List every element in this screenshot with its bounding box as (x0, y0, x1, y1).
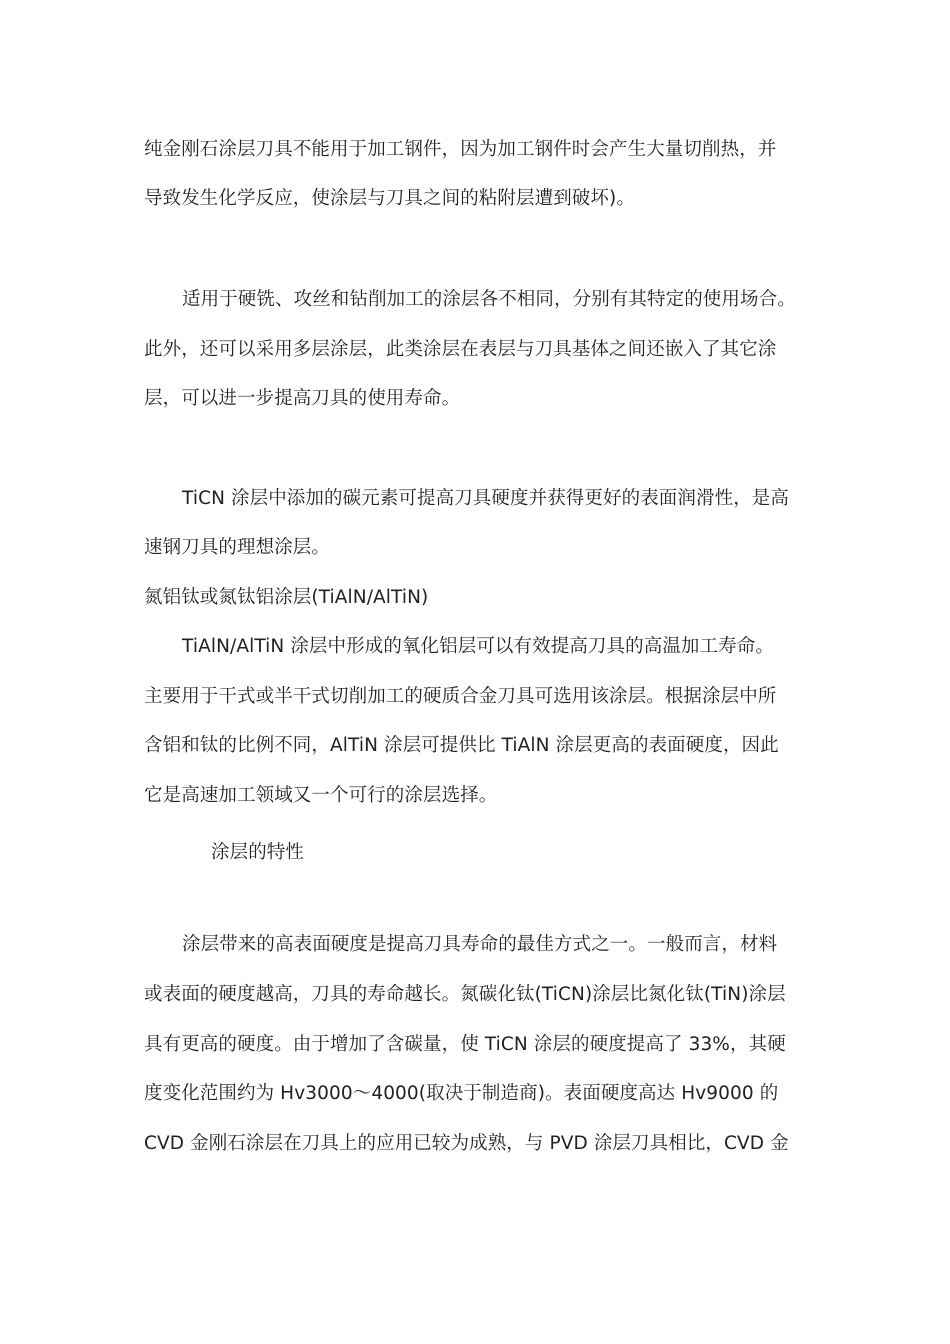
section-heading: 氮铝钛或氮钛铝涂层(TiAlN/AlTiN) (144, 587, 429, 608)
paragraph-line: 导致发生化学反应，使涂层与刀具之间的粘附层遭到破坏)。 (144, 188, 635, 209)
paragraph-line: 或表面的硬度越高，刀具的寿命越长。氮碳化钛(TiCN)涂层比氮化钛(TiN)涂层 (144, 984, 786, 1005)
section-heading: 涂层的特性 (211, 842, 305, 863)
paragraph-line: 度变化范围约为 Hv3000～4000(取决于制造商)。表面硬度高达 Hv9000 的 (144, 1083, 779, 1104)
paragraph-line: 适用于硬铣、攻丝和钻削加工的涂层各不相同，分别有其特定的使用场合。 (182, 289, 796, 310)
paragraph-line: 主要用于干式或半干式切削加工的硬质合金刀具可选用该涂层。根据涂层中所 (144, 686, 777, 707)
paragraph-line: 涂层带来的高表面硬度是提高刀具寿命的最佳方式之一。一般而言，材料 (182, 934, 778, 955)
paragraph-line: 它是高速加工领域又一个可行的涂层选择。 (144, 785, 498, 806)
paragraph-line: 具有更高的硬度。由于增加了含碳量，使 TiCN 涂层的硬度提高了 33%，其硬 (144, 1034, 786, 1055)
paragraph-line: 速钢刀具的理想涂层。 (144, 537, 331, 558)
paragraph-line: 含铝和钛的比例不同，AlTiN 涂层可提供比 TiAlN 涂层更高的表面硬度，因此 (144, 735, 779, 756)
paragraph-line: CVD 金刚石涂层在刀具上的应用已较为成熟，与 PVD 涂层刀具相比，CVD 金 (144, 1133, 789, 1154)
paragraph-line: TiCN 涂层中添加的碳元素可提高刀具硬度并获得更好的表面润滑性，是高 (182, 488, 790, 509)
paragraph-line: 层，可以进一步提高刀具的使用寿命。 (144, 388, 461, 409)
paragraph-line: 纯金刚石涂层刀具不能用于加工钢件，因为加工钢件时会产生大量切削热，并 (144, 139, 777, 160)
paragraph-line: TiAlN/AlTiN 涂层中形成的氧化铝层可以有效提高刀具的高温加工寿命。 (182, 636, 774, 657)
paragraph-line: 此外，还可以采用多层涂层，此类涂层在表层与刀具基体之间还嵌入了其它涂 (144, 339, 777, 360)
